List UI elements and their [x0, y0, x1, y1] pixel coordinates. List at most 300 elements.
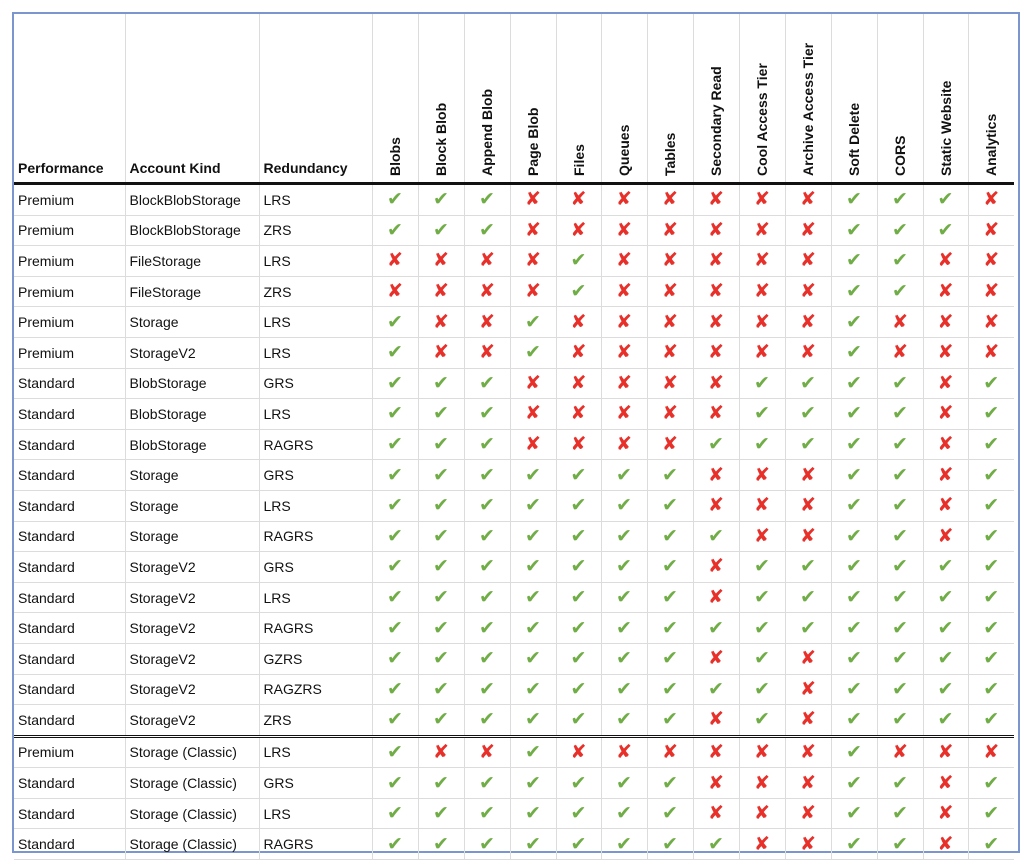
check-mark-icon: ✔ [464, 613, 510, 644]
cross-mark-icon: ✘ [739, 490, 785, 521]
cross-mark-icon: ✘ [785, 674, 831, 705]
column-header-label: Secondary Read [708, 66, 724, 176]
redundancy-cell: ZRS [259, 705, 372, 737]
cross-mark-icon: ✘ [693, 490, 739, 521]
cross-mark-icon: ✘ [556, 429, 601, 460]
column-header-tables [647, 14, 693, 184]
check-mark-icon: ✔ [877, 460, 923, 491]
performance-cell: Standard [14, 552, 125, 583]
check-mark-icon: ✔ [647, 460, 693, 491]
check-mark-icon: ✔ [877, 829, 923, 860]
check-mark-icon: ✔ [693, 829, 739, 860]
check-mark-icon: ✔ [372, 460, 418, 491]
check-mark-icon: ✔ [831, 829, 877, 860]
cross-mark-icon: ✘ [601, 368, 647, 399]
check-mark-icon: ✔ [877, 429, 923, 460]
performance-cell: Premium [14, 184, 125, 216]
cross-mark-icon: ✘ [693, 307, 739, 338]
cross-mark-icon: ✘ [739, 215, 785, 246]
column-header-label: Blobs [387, 137, 403, 176]
account-kind-cell: Storage [125, 490, 259, 521]
cross-mark-icon: ✘ [785, 337, 831, 368]
check-mark-icon: ✔ [647, 643, 693, 674]
column-header-analytics [968, 14, 1014, 184]
table-row [14, 215, 1024, 246]
check-mark-icon: ✔ [372, 184, 418, 216]
cross-mark-icon: ✘ [601, 307, 647, 338]
check-mark-icon: ✔ [556, 276, 601, 307]
column-header-cors [877, 14, 923, 184]
cross-mark-icon: ✘ [693, 246, 739, 277]
check-mark-icon: ✔ [877, 705, 923, 737]
check-mark-icon: ✔ [601, 582, 647, 613]
check-mark-icon: ✔ [739, 613, 785, 644]
cross-mark-icon: ✘ [968, 246, 1014, 277]
cross-mark-icon: ✘ [693, 399, 739, 430]
check-mark-icon: ✔ [647, 829, 693, 860]
performance-cell: Premium [14, 736, 125, 768]
check-mark-icon: ✔ [372, 768, 418, 799]
cross-mark-icon: ✘ [877, 736, 923, 768]
redundancy-cell: LRS [259, 184, 372, 216]
check-mark-icon: ✔ [510, 768, 556, 799]
cross-mark-icon: ✘ [785, 276, 831, 307]
check-mark-icon: ✔ [831, 768, 877, 799]
column-header-label: CORS [892, 135, 908, 176]
account-kind-cell: BlockBlobStorage [125, 184, 259, 216]
cross-mark-icon: ✘ [464, 736, 510, 768]
cross-mark-icon: ✘ [877, 337, 923, 368]
redundancy-cell: RAGRS [259, 613, 372, 644]
table-row [14, 490, 1024, 521]
account-kind-cell: BlobStorage [125, 429, 259, 460]
check-mark-icon: ✔ [647, 768, 693, 799]
check-mark-icon: ✔ [418, 768, 464, 799]
check-mark-icon: ✔ [831, 184, 877, 216]
check-mark-icon: ✔ [464, 460, 510, 491]
check-mark-icon: ✔ [601, 490, 647, 521]
check-mark-icon: ✔ [556, 552, 601, 583]
account-kind-cell: Storage (Classic) [125, 736, 259, 768]
table-row [14, 429, 1024, 460]
check-mark-icon: ✔ [831, 798, 877, 829]
cross-mark-icon: ✘ [418, 736, 464, 768]
check-mark-icon: ✔ [968, 552, 1014, 583]
cross-mark-icon: ✘ [968, 337, 1014, 368]
check-mark-icon: ✔ [464, 490, 510, 521]
cross-mark-icon: ✘ [785, 643, 831, 674]
check-mark-icon: ✔ [831, 460, 877, 491]
table-row [14, 184, 1024, 216]
cross-mark-icon: ✘ [601, 184, 647, 216]
cross-mark-icon: ✘ [785, 736, 831, 768]
check-mark-icon: ✔ [556, 829, 601, 860]
table-row [14, 705, 1024, 737]
check-mark-icon: ✔ [877, 643, 923, 674]
table-row [14, 613, 1024, 644]
column-header-page-blob [510, 14, 556, 184]
performance-cell: Premium [14, 246, 125, 277]
cross-mark-icon: ✘ [647, 736, 693, 768]
cross-mark-icon: ✘ [556, 184, 601, 216]
check-mark-icon: ✔ [601, 829, 647, 860]
check-mark-icon: ✔ [372, 368, 418, 399]
check-mark-icon: ✔ [556, 490, 601, 521]
check-mark-icon: ✔ [968, 768, 1014, 799]
account-kind-cell: BlobStorage [125, 368, 259, 399]
check-mark-icon: ✔ [831, 368, 877, 399]
cross-mark-icon: ✘ [693, 582, 739, 613]
check-mark-icon: ✔ [418, 521, 464, 552]
cross-mark-icon: ✘ [418, 276, 464, 307]
table-row [14, 768, 1024, 799]
cross-mark-icon: ✘ [693, 184, 739, 216]
check-mark-icon: ✔ [464, 829, 510, 860]
check-mark-icon: ✔ [510, 798, 556, 829]
cross-mark-icon: ✘ [923, 829, 968, 860]
check-mark-icon: ✔ [968, 829, 1014, 860]
table-row [14, 829, 1024, 860]
check-mark-icon: ✔ [877, 674, 923, 705]
check-mark-icon: ✔ [418, 184, 464, 216]
check-mark-icon: ✔ [464, 582, 510, 613]
table-row [14, 399, 1024, 430]
cross-mark-icon: ✘ [464, 246, 510, 277]
check-mark-icon: ✔ [418, 613, 464, 644]
redundancy-cell: GRS [259, 552, 372, 583]
check-mark-icon: ✔ [418, 460, 464, 491]
cross-mark-icon: ✘ [372, 246, 418, 277]
check-mark-icon: ✔ [877, 368, 923, 399]
check-mark-icon: ✔ [418, 829, 464, 860]
cross-mark-icon: ✘ [923, 736, 968, 768]
check-mark-icon: ✔ [601, 768, 647, 799]
check-mark-icon: ✔ [739, 705, 785, 737]
column-header-label: Soft Delete [846, 102, 862, 176]
cross-mark-icon: ✘ [418, 246, 464, 277]
cross-mark-icon: ✘ [601, 399, 647, 430]
check-mark-icon: ✔ [739, 582, 785, 613]
cross-mark-icon: ✘ [785, 460, 831, 491]
check-mark-icon: ✔ [418, 643, 464, 674]
cross-mark-icon: ✘ [418, 337, 464, 368]
check-mark-icon: ✔ [831, 429, 877, 460]
storage-feature-table [14, 14, 1024, 860]
check-mark-icon: ✔ [510, 582, 556, 613]
check-mark-icon: ✔ [510, 613, 556, 644]
cross-mark-icon: ✘ [693, 736, 739, 768]
check-mark-icon: ✔ [556, 768, 601, 799]
cross-mark-icon: ✘ [785, 798, 831, 829]
check-mark-icon: ✔ [372, 215, 418, 246]
check-mark-icon: ✔ [556, 460, 601, 491]
check-mark-icon: ✔ [923, 705, 968, 737]
cross-mark-icon: ✘ [739, 521, 785, 552]
cross-mark-icon: ✘ [785, 705, 831, 737]
check-mark-icon: ✔ [693, 674, 739, 705]
redundancy-cell: LRS [259, 490, 372, 521]
redundancy-cell: ZRS [259, 215, 372, 246]
check-mark-icon: ✔ [556, 613, 601, 644]
check-mark-icon: ✔ [601, 798, 647, 829]
check-mark-icon: ✔ [418, 215, 464, 246]
table-row [14, 552, 1024, 583]
check-mark-icon: ✔ [785, 399, 831, 430]
cross-mark-icon: ✘ [739, 184, 785, 216]
check-mark-icon: ✔ [372, 490, 418, 521]
table-body [14, 184, 1024, 860]
cross-mark-icon: ✘ [556, 736, 601, 768]
column-header-label: Append Blob [479, 88, 495, 176]
column-header-label: Cool Access Tier [754, 63, 770, 176]
column-header-archive-access-tier [785, 14, 831, 184]
performance-cell: Standard [14, 582, 125, 613]
check-mark-icon: ✔ [923, 613, 968, 644]
table-row [14, 643, 1024, 674]
check-mark-icon: ✔ [556, 798, 601, 829]
cross-mark-icon: ✘ [693, 460, 739, 491]
check-mark-icon: ✔ [877, 613, 923, 644]
column-header-cool-access-tier [739, 14, 785, 184]
cross-mark-icon: ✘ [556, 368, 601, 399]
check-mark-icon: ✔ [877, 184, 923, 216]
check-mark-icon: ✔ [372, 736, 418, 768]
column-header-performance: Performance [14, 14, 125, 184]
cross-mark-icon: ✘ [693, 337, 739, 368]
check-mark-icon: ✔ [831, 521, 877, 552]
cross-mark-icon: ✘ [968, 307, 1014, 338]
redundancy-cell: RAGRS [259, 429, 372, 460]
performance-cell: Standard [14, 429, 125, 460]
cross-mark-icon: ✘ [739, 768, 785, 799]
check-mark-icon: ✔ [418, 552, 464, 583]
column-header-blobs [372, 14, 418, 184]
check-mark-icon: ✔ [831, 337, 877, 368]
table-row [14, 368, 1024, 399]
cross-mark-icon: ✘ [877, 307, 923, 338]
table-row [14, 798, 1024, 829]
check-mark-icon: ✔ [464, 521, 510, 552]
check-mark-icon: ✔ [923, 674, 968, 705]
account-kind-cell: Storage [125, 521, 259, 552]
performance-cell: Standard [14, 460, 125, 491]
check-mark-icon: ✔ [785, 582, 831, 613]
performance-cell: Standard [14, 613, 125, 644]
check-mark-icon: ✔ [418, 490, 464, 521]
check-mark-icon: ✔ [877, 399, 923, 430]
table-row [14, 276, 1024, 307]
performance-cell: Standard [14, 368, 125, 399]
check-mark-icon: ✔ [968, 705, 1014, 737]
check-mark-icon: ✔ [510, 705, 556, 737]
check-mark-icon: ✔ [785, 429, 831, 460]
check-mark-icon: ✔ [739, 429, 785, 460]
account-kind-cell: BlockBlobStorage [125, 215, 259, 246]
check-mark-icon: ✔ [372, 829, 418, 860]
check-mark-icon: ✔ [647, 613, 693, 644]
check-mark-icon: ✔ [739, 399, 785, 430]
check-mark-icon: ✔ [556, 705, 601, 737]
check-mark-icon: ✔ [556, 246, 601, 277]
check-mark-icon: ✔ [510, 460, 556, 491]
account-kind-cell: StorageV2 [125, 674, 259, 705]
cross-mark-icon: ✘ [739, 460, 785, 491]
check-mark-icon: ✔ [831, 736, 877, 768]
table-row [14, 246, 1024, 277]
cross-mark-icon: ✘ [968, 736, 1014, 768]
check-mark-icon: ✔ [968, 582, 1014, 613]
cross-mark-icon: ✘ [647, 307, 693, 338]
table-row [14, 460, 1024, 491]
check-mark-icon: ✔ [510, 521, 556, 552]
column-header-label: Block Blob [433, 102, 449, 176]
check-mark-icon: ✔ [464, 643, 510, 674]
check-mark-icon: ✔ [464, 705, 510, 737]
cross-mark-icon: ✘ [923, 337, 968, 368]
cross-mark-icon: ✘ [923, 490, 968, 521]
cross-mark-icon: ✘ [785, 307, 831, 338]
cross-mark-icon: ✘ [785, 184, 831, 216]
check-mark-icon: ✔ [923, 552, 968, 583]
check-mark-icon: ✔ [877, 582, 923, 613]
check-mark-icon: ✔ [647, 552, 693, 583]
cross-mark-icon: ✘ [739, 276, 785, 307]
cross-mark-icon: ✘ [510, 215, 556, 246]
check-mark-icon: ✔ [510, 552, 556, 583]
cross-mark-icon: ✘ [923, 276, 968, 307]
check-mark-icon: ✔ [372, 552, 418, 583]
cross-mark-icon: ✘ [464, 337, 510, 368]
table-row [14, 582, 1024, 613]
table-row [14, 307, 1024, 338]
cross-mark-icon: ✘ [601, 215, 647, 246]
check-mark-icon: ✔ [601, 643, 647, 674]
check-mark-icon: ✔ [968, 429, 1014, 460]
column-header-label: Page Blob [525, 107, 541, 176]
check-mark-icon: ✔ [877, 215, 923, 246]
account-kind-cell: FileStorage [125, 246, 259, 277]
account-kind-cell: Storage [125, 307, 259, 338]
column-header-label: Tables [662, 132, 678, 176]
redundancy-cell: RAGRS [259, 521, 372, 552]
performance-cell: Standard [14, 643, 125, 674]
account-kind-cell: BlobStorage [125, 399, 259, 430]
check-mark-icon: ✔ [464, 768, 510, 799]
column-header-static-website [923, 14, 968, 184]
performance-cell: Premium [14, 215, 125, 246]
column-header-label: Archive Access Tier [800, 42, 816, 176]
account-kind-cell: Storage (Classic) [125, 829, 259, 860]
check-mark-icon: ✔ [372, 399, 418, 430]
check-mark-icon: ✔ [831, 552, 877, 583]
cross-mark-icon: ✘ [923, 768, 968, 799]
cross-mark-icon: ✘ [556, 399, 601, 430]
table-row [14, 337, 1024, 368]
performance-cell: Standard [14, 829, 125, 860]
redundancy-cell: LRS [259, 399, 372, 430]
check-mark-icon: ✔ [556, 674, 601, 705]
check-mark-icon: ✔ [831, 490, 877, 521]
cross-mark-icon: ✘ [923, 429, 968, 460]
redundancy-cell: GRS [259, 768, 372, 799]
redundancy-cell: GZRS [259, 643, 372, 674]
cross-mark-icon: ✘ [923, 307, 968, 338]
check-mark-icon: ✔ [601, 613, 647, 644]
check-mark-icon: ✔ [372, 429, 418, 460]
check-mark-icon: ✔ [923, 184, 968, 216]
check-mark-icon: ✔ [601, 521, 647, 552]
check-mark-icon: ✔ [739, 552, 785, 583]
cross-mark-icon: ✘ [693, 798, 739, 829]
cross-mark-icon: ✘ [647, 337, 693, 368]
column-header-label: Queues [616, 124, 632, 176]
check-mark-icon: ✔ [372, 705, 418, 737]
table-row [14, 736, 1024, 768]
redundancy-cell: RAGZRS [259, 674, 372, 705]
check-mark-icon: ✔ [647, 490, 693, 521]
column-header-label: Static Website [937, 80, 954, 176]
cross-mark-icon: ✘ [510, 246, 556, 277]
check-mark-icon: ✔ [968, 798, 1014, 829]
check-mark-icon: ✔ [372, 307, 418, 338]
check-mark-icon: ✔ [510, 829, 556, 860]
check-mark-icon: ✔ [968, 368, 1014, 399]
cross-mark-icon: ✘ [739, 337, 785, 368]
cross-mark-icon: ✘ [510, 184, 556, 216]
cross-mark-icon: ✘ [556, 307, 601, 338]
check-mark-icon: ✔ [739, 674, 785, 705]
check-mark-icon: ✔ [785, 552, 831, 583]
check-mark-icon: ✔ [372, 582, 418, 613]
account-kind-cell: Storage (Classic) [125, 768, 259, 799]
table-row [14, 521, 1024, 552]
check-mark-icon: ✔ [601, 674, 647, 705]
account-kind-cell: Storage [125, 460, 259, 491]
check-mark-icon: ✔ [510, 490, 556, 521]
cross-mark-icon: ✘ [923, 368, 968, 399]
check-mark-icon: ✔ [464, 184, 510, 216]
account-kind-cell: StorageV2 [125, 552, 259, 583]
cross-mark-icon: ✘ [923, 521, 968, 552]
check-mark-icon: ✔ [831, 582, 877, 613]
check-mark-icon: ✔ [877, 798, 923, 829]
check-mark-icon: ✔ [647, 521, 693, 552]
cross-mark-icon: ✘ [923, 399, 968, 430]
check-mark-icon: ✔ [968, 674, 1014, 705]
check-mark-icon: ✔ [877, 768, 923, 799]
check-mark-icon: ✔ [510, 643, 556, 674]
check-mark-icon: ✔ [739, 368, 785, 399]
performance-cell: Premium [14, 337, 125, 368]
redundancy-cell: GRS [259, 368, 372, 399]
cross-mark-icon: ✘ [601, 337, 647, 368]
redundancy-cell: LRS [259, 736, 372, 768]
cross-mark-icon: ✘ [739, 798, 785, 829]
performance-cell: Standard [14, 674, 125, 705]
cross-mark-icon: ✘ [510, 276, 556, 307]
redundancy-cell: ZRS [259, 276, 372, 307]
cross-mark-icon: ✘ [739, 736, 785, 768]
check-mark-icon: ✔ [372, 798, 418, 829]
cross-mark-icon: ✘ [647, 368, 693, 399]
check-mark-icon: ✔ [418, 674, 464, 705]
check-mark-icon: ✔ [464, 368, 510, 399]
check-mark-icon: ✔ [785, 613, 831, 644]
cross-mark-icon: ✘ [785, 829, 831, 860]
check-mark-icon: ✔ [464, 552, 510, 583]
cross-mark-icon: ✘ [739, 307, 785, 338]
check-mark-icon: ✔ [923, 582, 968, 613]
